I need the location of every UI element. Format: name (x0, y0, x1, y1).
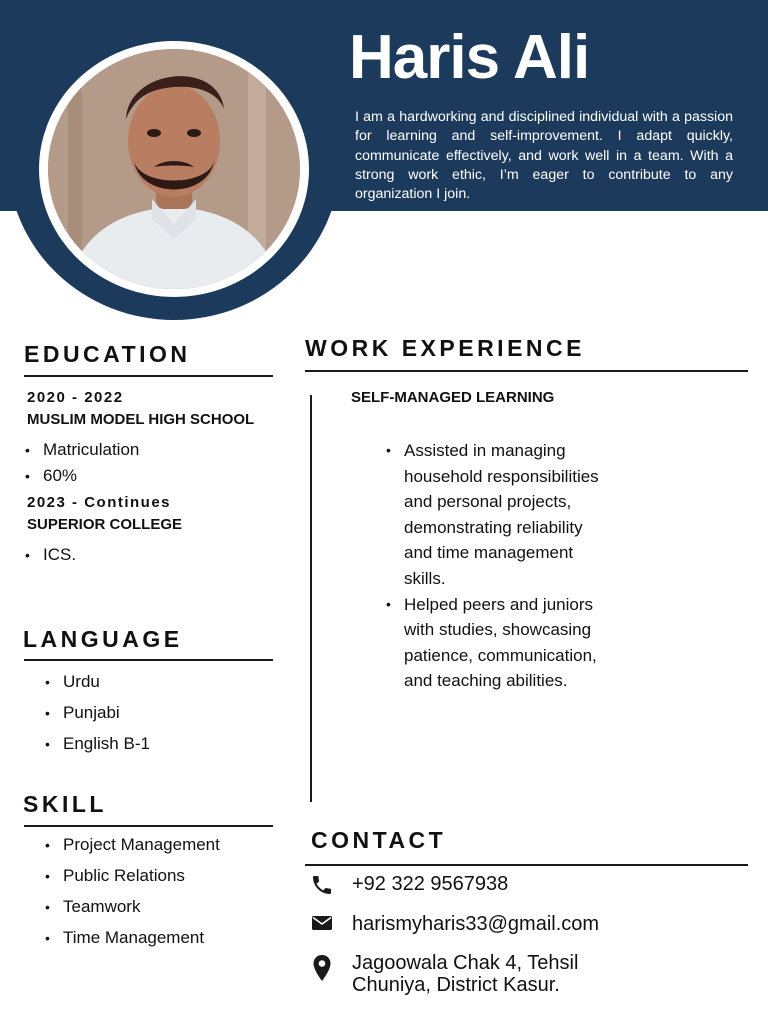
work-heading: SELF-MANAGED LEARNING (351, 389, 555, 406)
mail-icon (310, 911, 334, 935)
work-bullet-list (404, 438, 604, 694)
education-school-2: SUPERIOR COLLEGE (27, 516, 183, 533)
work-experience-title: WORK EXPERIENCE (305, 335, 585, 361)
work-bullet: • Helped peers and juniors with studies, showcasing patience, communication, and teaching abilities. (404, 592, 604, 694)
contact-divider (305, 864, 748, 866)
education-detail-1a: • Matriculation (43, 440, 139, 460)
education-years-1: 2020 - 2022 (27, 389, 124, 406)
education-title: EDUCATION (24, 341, 191, 367)
education-detail-2a: • ICS. (43, 545, 76, 565)
language-item: • Urdu (63, 672, 100, 692)
education-school-1: MUSLIM MODEL HIGH SCHOOL (27, 411, 255, 428)
skill-title: SKILL (23, 791, 107, 817)
bio-text: I am a hardworking and disciplined individual with a passion for learning and self-improvement. I adapt quickly, communicate effectively, and work well in a team. With a strong work ethic, I’m eager to contribute to any organization I join. (355, 109, 733, 203)
language-title: LANGUAGE (23, 626, 183, 652)
skill-item: • Public Relations (63, 866, 185, 886)
work-bullet: • Assisted in managing household responsibilities and personal projects, demonstrating reliability and time management skills. (404, 438, 604, 592)
work-timeline-line (310, 395, 312, 802)
language-item: • English B-1 (63, 734, 150, 754)
language-divider (24, 659, 273, 661)
skill-item: • Time Management (63, 928, 204, 948)
education-years-2: 2023 - Continues (27, 494, 172, 511)
contact-address-line-1: Jagoowala Chak 4, Tehsil (352, 952, 579, 974)
education-divider (24, 375, 273, 377)
contact-title: CONTACT (311, 827, 447, 853)
contact-phone[interactable]: +92 322 9567938 (352, 873, 509, 895)
phone-icon (310, 873, 334, 897)
work-experience-divider (305, 370, 748, 372)
contact-email[interactable]: harismyharis33@gmail.com (352, 913, 600, 935)
location-pin-icon (310, 954, 334, 982)
contact-address-line-2: Chuniya, District Kasur. (352, 974, 560, 996)
skill-divider (24, 825, 273, 827)
skill-item: • Teamwork (63, 897, 140, 917)
profile-photo (48, 49, 300, 289)
candidate-name: Haris Ali (349, 23, 590, 92)
language-item: • Punjabi (63, 703, 120, 723)
portrait-illustration (48, 49, 300, 289)
education-detail-1b: • 60% (43, 466, 77, 486)
skill-item: • Project Management (63, 835, 220, 855)
